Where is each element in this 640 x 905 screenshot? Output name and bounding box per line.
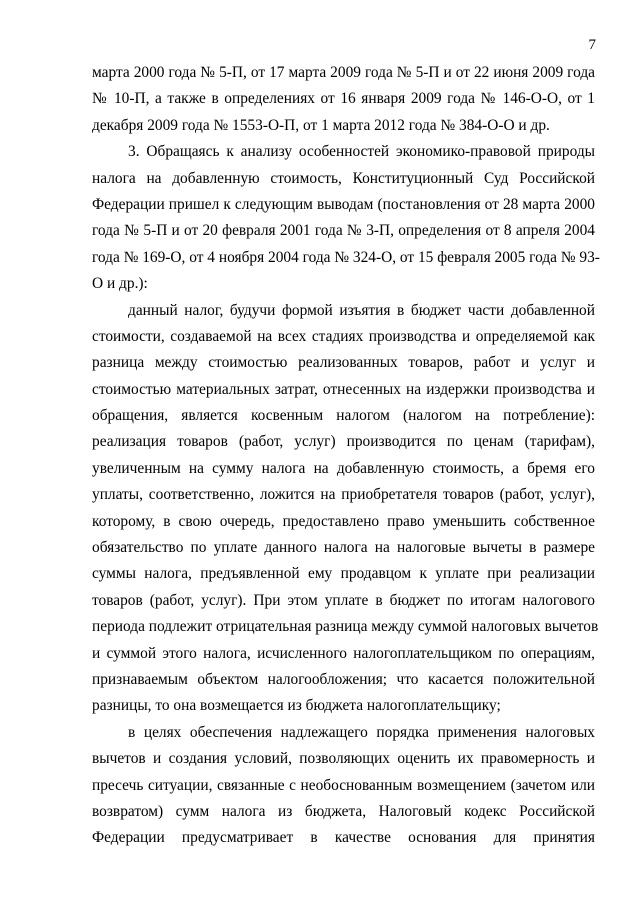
text-line: стоимостью материальных затрат, отнесенных на издержки производства и xyxy=(92,380,595,398)
paragraph xyxy=(92,720,595,852)
text-line: разница между стоимостью реализованных товаров, работ и услуг и xyxy=(92,354,595,372)
text-line: уплаты, соответственно, ложится на приобретателя товаров (работ, услуг), xyxy=(92,486,595,504)
text-line: года № 5-П и от 20 февраля 2001 года № 3-П, определения от 8 апреля 2004 xyxy=(92,222,595,240)
text-line: 3. Обращаясь к анализу особенностей экономико-правовой природы xyxy=(128,143,595,161)
text-line: признаваемым объектом налогообложения; что касается положительной xyxy=(92,670,595,688)
text-line: и суммой этого налога, исчисленного налогоплательщиком по операциям, xyxy=(92,644,595,662)
page-number: 7 xyxy=(588,37,596,53)
text-line: стоимости, создаваемой на всех стадиях производства и определяемой как xyxy=(92,327,595,345)
text-line: разницы, то она возмещается из бюджета налогоплательщику; xyxy=(92,697,501,715)
text-line: декабря 2009 года № 1553-О-П, от 1 марта 2012 года № 384-О-О и др. xyxy=(92,116,550,134)
text-line: Федерации пришел к следующим выводам (постановления от 28 марта 2000 xyxy=(92,195,595,213)
text-line: возвратом) сумм налога из бюджета, Налоговый кодекс Российской xyxy=(92,802,595,820)
text-line: суммы налога, предъявленной ему продавцом к уплате при реализации xyxy=(92,565,595,583)
text-line: № 10-П, а также в определениях от 16 января 2009 года № 146-О-О, от 1 xyxy=(92,90,595,108)
paragraph xyxy=(92,60,595,139)
text-line: налога на добавленную стоимость, Конституционный Суд Российской xyxy=(92,169,595,187)
text-line: в целях обеспечения надлежащего порядка применения налоговых xyxy=(128,723,595,741)
paragraph xyxy=(92,298,599,720)
text-line: товаров (работ, услуг). При этом уплате в бюджет по итогам налогового xyxy=(92,591,595,609)
text-line: увеличенным на сумму налога на добавленную стоимость, а бремя его xyxy=(92,459,595,477)
text-line: марта 2000 года № 5-П, от 17 марта 2009 года № 5-П и от 22 июня 2009 года xyxy=(92,64,595,81)
text-line: периода подлежит отрицательная разница между суммой налоговых вычетов xyxy=(92,618,599,636)
text-line: обращения, является косвенным налогом (налогом на потребление): xyxy=(92,407,595,425)
document-body xyxy=(92,60,600,852)
text-line: пресечь ситуации, связанные с необоснованным возмещением (зачетом или xyxy=(92,776,595,794)
text-line: данный налог, будучи формой изъятия в бюджет части добавленной xyxy=(128,301,595,319)
text-line: вычетов и создания условий, позволяющих оценить их правомерность и xyxy=(92,750,595,768)
text-line: О и др.): xyxy=(92,275,148,293)
text-line: реализация товаров (работ, услуг) производится по ценам (тарифам), xyxy=(92,433,595,451)
paragraph xyxy=(92,139,600,297)
text-line: Федерации предусматривает в качестве основания для принятия xyxy=(92,829,595,847)
text-line: обязательство по уплате данного налога на налоговые вычеты в размере xyxy=(92,539,595,557)
text-line: которому, в свою очередь, предоставлено право уменьшить собственное xyxy=(92,512,595,530)
text-line: года № 169-О, от 4 ноября 2004 года № 324-О, от 15 февраля 2005 года № 93- xyxy=(92,248,600,266)
